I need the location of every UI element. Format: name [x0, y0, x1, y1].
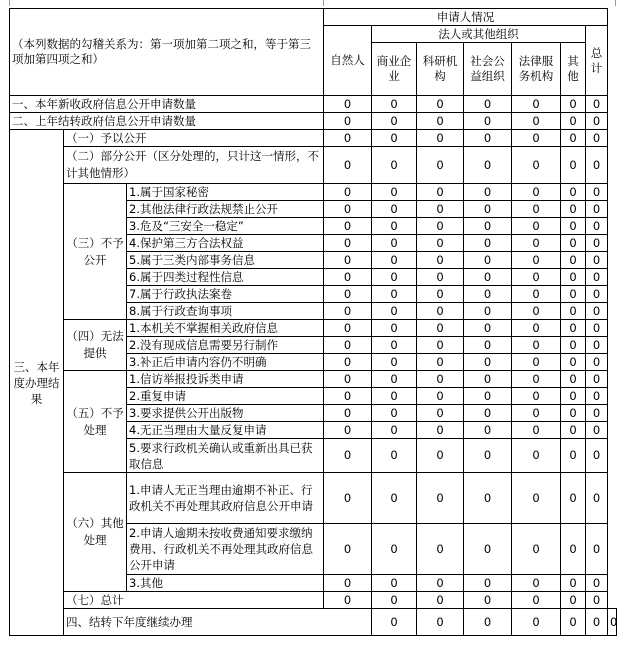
cell-value: 0	[372, 252, 417, 269]
cell-value: 0	[586, 303, 608, 320]
cell-value: 0	[561, 113, 586, 130]
cell-value: 0	[372, 371, 417, 388]
cell-value: 0	[586, 201, 608, 218]
cell-value: 0	[324, 201, 372, 218]
cell-value: 0	[561, 235, 586, 252]
row-label: 8.属于行政查询事项	[127, 303, 324, 320]
cell-value: 0	[372, 439, 417, 473]
cell-value: 0	[372, 201, 417, 218]
cell-value: 0	[464, 286, 512, 303]
col-legal-service: 法律服务机构	[512, 43, 561, 96]
cell-value: 0	[586, 113, 608, 130]
cell-value: 0	[372, 422, 417, 439]
cell-value: 0	[561, 354, 586, 371]
cell-value: 0	[372, 184, 417, 201]
gov-info-disclosure-table	[9, 8, 617, 636]
cell-value: 0	[586, 575, 608, 592]
row-label: 二、上年结转政府信息公开申请数量	[10, 113, 324, 130]
cell-value: 0	[512, 96, 561, 113]
cell-value: 0	[586, 130, 608, 147]
cell-value: 0	[372, 575, 417, 592]
row-label: 3.其他	[127, 575, 324, 592]
cell-value: 0	[417, 130, 464, 147]
cell-value: 0	[561, 147, 586, 184]
cell-value: 0	[324, 147, 372, 184]
cell-value: 0	[561, 524, 586, 575]
cell-value: 0	[417, 592, 464, 609]
cell-value: 0	[464, 524, 512, 575]
cell-value: 0	[512, 235, 561, 252]
cell-value: 0	[372, 592, 417, 609]
cell-value: 0	[372, 286, 417, 303]
cell-value: 0	[561, 371, 586, 388]
cell-value: 0	[586, 354, 608, 371]
cell-value: 0	[417, 113, 464, 130]
cell-value: 0	[561, 609, 586, 636]
cell-value: 0	[561, 184, 586, 201]
row-label: 4.保护第三方合法权益	[127, 235, 324, 252]
row-label: 2.申请人逾期未按收费通知要求缴纳费用、行政机关不再处理其政府信息公开申请	[127, 524, 324, 575]
cell-value: 0	[372, 130, 417, 147]
cell-value: 0	[464, 405, 512, 422]
cell-value: 0	[464, 439, 512, 473]
cell-value: 0	[586, 269, 608, 286]
cell-value: 0	[561, 473, 586, 524]
cell-value: 0	[586, 235, 608, 252]
cell-value: 0	[464, 96, 512, 113]
cell-value: 0	[586, 96, 608, 113]
cell-value: 0	[586, 252, 608, 269]
applicant-info-header: 申请人情况	[324, 9, 608, 26]
cell-value: 0	[417, 269, 464, 286]
table-row	[10, 371, 617, 388]
cell-value: 0	[417, 609, 464, 636]
row-label: 1.申请人无正当理由逾期不补正、行政机关不再处理其政府信息公开申请	[127, 473, 324, 524]
cell-value: 0	[512, 592, 561, 609]
cell-value: 0	[464, 575, 512, 592]
cell-value: 0	[464, 130, 512, 147]
col-total: 总计	[586, 26, 608, 96]
table-row	[10, 96, 617, 113]
table-row	[10, 147, 617, 184]
cell-value: 0	[464, 113, 512, 130]
cell-value: 0	[417, 252, 464, 269]
cell-value: 0	[417, 184, 464, 201]
cell-value: 0	[464, 269, 512, 286]
cell-value: 0	[512, 575, 561, 592]
cell-value: 0	[586, 473, 608, 524]
cell-value: 0	[324, 303, 372, 320]
row-label: 2.没有现成信息需要另行制作	[127, 337, 324, 354]
cell-value: 0	[324, 130, 372, 147]
cell-value: 0	[464, 592, 512, 609]
cell-value: 0	[464, 422, 512, 439]
cell-value: 0	[464, 147, 512, 184]
cell-value: 0	[464, 320, 512, 337]
cell-value: 0	[417, 575, 464, 592]
table-row	[10, 184, 617, 201]
cell-value: 0	[464, 252, 512, 269]
row-label: 4.无正当理由大量反复申请	[127, 422, 324, 439]
cell-value: 0	[324, 96, 372, 113]
row-label: （二）部分公开（区分处理的，只计这一情形，不计其他情形）	[64, 147, 324, 184]
group-label: （六）其他处理	[64, 473, 127, 592]
cell-value: 0	[561, 218, 586, 235]
cell-value: 0	[464, 337, 512, 354]
cell-value: 0	[417, 388, 464, 405]
cell-value: 0	[586, 609, 608, 636]
row-label: 5.要求行政机关确认或重新出具已获取信息	[127, 439, 324, 473]
cell-value: 0	[464, 609, 512, 636]
cell-value: 0	[561, 405, 586, 422]
cell-value: 0	[512, 113, 561, 130]
cell-value: 0	[512, 252, 561, 269]
section-3-label: 三、本年度办理结果	[10, 130, 64, 636]
cell-value: 0	[324, 218, 372, 235]
cell-value: 0	[417, 371, 464, 388]
group-label: （五）不予处理	[64, 371, 127, 473]
cell-value: 0	[561, 320, 586, 337]
cell-value: 0	[561, 592, 586, 609]
cell-value: 0	[512, 286, 561, 303]
cell-value: 0	[512, 218, 561, 235]
cell-value: 0	[512, 184, 561, 201]
row-label: 2.其他法律行政法规禁止公开	[127, 201, 324, 218]
cell-value: 0	[586, 320, 608, 337]
cell-value: 0	[417, 320, 464, 337]
table-row	[10, 130, 617, 147]
cell-value: 0	[512, 147, 561, 184]
cell-value: 0	[372, 218, 417, 235]
cell-value: 0	[512, 388, 561, 405]
cell-value: 0	[324, 252, 372, 269]
row-label: （一）予以公开	[64, 130, 324, 147]
cell-value: 0	[372, 235, 417, 252]
cell-value: 0	[372, 303, 417, 320]
cell-value: 0	[464, 201, 512, 218]
cell-value: 0	[372, 609, 417, 636]
cell-value: 0	[512, 405, 561, 422]
cell-value: 0	[561, 422, 586, 439]
cell-value: 0	[586, 388, 608, 405]
row-label: 1.属于国家秘密	[127, 184, 324, 201]
cell-value: 0	[417, 201, 464, 218]
cell-value: 0	[512, 201, 561, 218]
row-label: 2.重复申请	[127, 388, 324, 405]
cell-value: 0	[372, 337, 417, 354]
cell-value: 0	[324, 388, 372, 405]
cell-value: 0	[561, 96, 586, 113]
cell-value: 0	[372, 524, 417, 575]
cell-value: 0	[464, 473, 512, 524]
cell-value: 0	[417, 303, 464, 320]
cell-value: 0	[324, 473, 372, 524]
cell-value: 0	[324, 575, 372, 592]
col-natural-person: 自然人	[324, 26, 372, 96]
cell-value: 0	[417, 96, 464, 113]
cell-value: 0	[561, 201, 586, 218]
cell-value: 0	[464, 218, 512, 235]
cell-value: 0	[324, 354, 372, 371]
cell-value: 0	[561, 575, 586, 592]
cell-value: 0	[372, 320, 417, 337]
row-label: 一、本年新收政府信息公开申请数量	[10, 96, 324, 113]
cell-value: 0	[586, 422, 608, 439]
group-label: （四）无法提供	[64, 320, 127, 371]
cell-value: 0	[464, 371, 512, 388]
cell-value: 0	[512, 337, 561, 354]
cell-value: 0	[417, 337, 464, 354]
cell-value: 0	[417, 439, 464, 473]
cell-value: 0	[464, 303, 512, 320]
cell-value: 0	[561, 388, 586, 405]
cell-value: 0	[464, 235, 512, 252]
cell-value: 0	[324, 524, 372, 575]
table-row	[10, 113, 617, 130]
col-research: 科研机构	[417, 43, 464, 96]
cell-value: 0	[417, 473, 464, 524]
cell-value: 0	[608, 609, 617, 636]
cell-value: 0	[324, 286, 372, 303]
cell-value: 0	[586, 147, 608, 184]
cell-value: 0	[512, 269, 561, 286]
row-label: 7.属于行政执法案卷	[127, 286, 324, 303]
cell-value: 0	[324, 320, 372, 337]
col-public-welfare: 社会公益组织	[464, 43, 512, 96]
row-label: 6.属于四类过程性信息	[127, 269, 324, 286]
cell-value: 0	[512, 371, 561, 388]
cell-value: 0	[417, 422, 464, 439]
cell-value: 0	[324, 371, 372, 388]
cell-value: 0	[372, 388, 417, 405]
row-label: 四、结转下年度继续办理	[64, 609, 372, 636]
row-label: 3.危及“三安全一稳定”	[127, 218, 324, 235]
cell-value: 0	[586, 524, 608, 575]
cell-value: 0	[586, 371, 608, 388]
cell-value: 0	[512, 354, 561, 371]
col-commercial: 商业企业	[372, 43, 417, 96]
cell-value: 0	[417, 524, 464, 575]
cell-value: 0	[512, 439, 561, 473]
cell-value: 0	[324, 405, 372, 422]
cell-value: 0	[586, 405, 608, 422]
cell-value: 0	[512, 303, 561, 320]
row-label: 1.信访举报投诉类申请	[127, 371, 324, 388]
cell-value: 0	[586, 592, 608, 609]
table-row	[10, 320, 617, 337]
cell-value: 0	[512, 320, 561, 337]
ruler-marks	[0, 0, 627, 8]
row-label: 3.补正后申请内容仍不明确	[127, 354, 324, 371]
row-label: 3.要求提供公开出版物	[127, 405, 324, 422]
row-label: 5.属于三类内部事务信息	[127, 252, 324, 269]
cell-value: 0	[464, 388, 512, 405]
cell-value: 0	[372, 147, 417, 184]
cell-value: 0	[417, 218, 464, 235]
cell-value: 0	[324, 184, 372, 201]
col-other: 其他	[561, 43, 586, 96]
cell-value: 0	[464, 354, 512, 371]
cell-value: 0	[561, 303, 586, 320]
cell-value: 0	[372, 473, 417, 524]
cell-value: 0	[324, 439, 372, 473]
cell-value: 0	[417, 405, 464, 422]
cell-value: 0	[324, 422, 372, 439]
cell-value: 0	[586, 184, 608, 201]
cell-value: 0	[464, 184, 512, 201]
cell-value: 0	[512, 609, 561, 636]
table-row	[10, 592, 617, 609]
cell-value: 0	[512, 473, 561, 524]
cell-value: 0	[372, 269, 417, 286]
table-note: （本列数据的勾稽关系为：第一项加第二项之和，等于第三项加第四项之和）	[10, 9, 324, 96]
cell-value: 0	[417, 286, 464, 303]
row-label: （七）总计	[64, 592, 324, 609]
cell-value: 0	[586, 337, 608, 354]
table-row	[10, 609, 617, 636]
cell-value: 0	[512, 422, 561, 439]
cell-value: 0	[561, 286, 586, 303]
cell-value: 0	[586, 218, 608, 235]
cell-value: 0	[561, 269, 586, 286]
cell-value: 0	[561, 439, 586, 473]
cell-value: 0	[324, 592, 372, 609]
cell-value: 0	[512, 524, 561, 575]
cell-value: 0	[417, 354, 464, 371]
cell-value: 0	[372, 354, 417, 371]
cell-value: 0	[417, 147, 464, 184]
cell-value: 0	[561, 337, 586, 354]
row-label: 1.本机关不掌握相关政府信息	[127, 320, 324, 337]
table-row	[10, 473, 617, 524]
cell-value: 0	[417, 235, 464, 252]
cell-value: 0	[324, 113, 372, 130]
cell-value: 0	[372, 405, 417, 422]
cell-value: 0	[586, 439, 608, 473]
cell-value: 0	[324, 269, 372, 286]
cell-value: 0	[324, 337, 372, 354]
cell-value: 0	[561, 252, 586, 269]
cell-value: 0	[372, 113, 417, 130]
cell-value: 0	[512, 130, 561, 147]
group-label: （三）不予公开	[64, 184, 127, 320]
cell-value: 0	[586, 286, 608, 303]
legal-org-header: 法人或其他组织	[372, 26, 586, 43]
cell-value: 0	[561, 130, 586, 147]
cell-value: 0	[372, 96, 417, 113]
cell-value: 0	[324, 235, 372, 252]
